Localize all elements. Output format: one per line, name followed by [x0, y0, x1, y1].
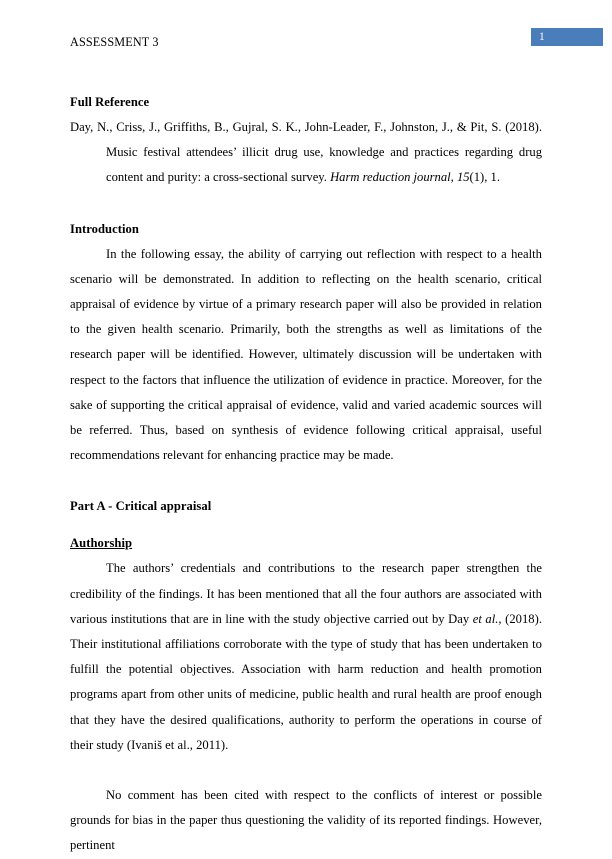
heading-introduction: Introduction — [70, 221, 139, 236]
running-header — [70, 33, 542, 51]
authorship-par1-pre: The authors’ credentials and contributions to the research paper strengthen the credibility of the findings. It has been mentioned that all the four authors are associated with various institutions that are in line with the study objective carried out by Day — [70, 561, 542, 626]
spacer — [70, 519, 542, 531]
reference-line-2: Music festival attendees’ illicit drug use, knowledge and practices regarding drug content — [106, 145, 542, 185]
reference-line-3-post: (1), 1. — [469, 170, 500, 185]
paragraph-introduction: In the following essay, the ability of carrying out reflection with respect to a health scenario will be demonstrated. In addition to reflecting on the health scenario, critical appraisal of evidence by virtue of a primary research paper will also be provided in relation to the given health scenario. Primarily, both the strengths as well as limitations of the research paper will be identified. However, ultimately discussion will be undertaken with respect to the factors that influence the utilization of evidence in practice. Moreover, for the sake of supporting the critical appraisal of evidence, valid and varied academic sources will be referred. Thus, based on synthesis of evidence following critical appraisal, useful recommendations relevant for enhancing practice may be made. — [70, 246, 542, 463]
page-number-badge — [531, 28, 603, 46]
running-header-text: ASSESSMENT 3 — [70, 35, 159, 49]
reference-journal-title: Harm reduction journal, 15 — [330, 170, 470, 185]
spacer — [70, 758, 542, 783]
paragraph-authorship-1 — [70, 556, 542, 758]
paragraph-authorship-2: No comment has been cited with respect to the conflicts of interest or possible grounds for bias in the paper thus questioning the validity of its reported findings. However, pertinent — [70, 788, 542, 853]
spacer — [70, 191, 542, 217]
spacer — [70, 468, 542, 494]
heading-part-a: Part A - Critical appraisal — [70, 499, 212, 514]
authorship-et-al: et al. — [472, 611, 499, 626]
authorship-par1-post: , (2018). Their institutional affiliations corroborate with the type of study that has been undertaken to fulfill the potential objectives. Association with harm reduction and health promotion programs apart from other units of medicine, public health and rural health are proof enough that they have the desired qualifications, authority to perform the operations in course of their study (Ivaniš et al., 2011). — [70, 611, 542, 752]
reference-line-3-pre: and purity: a cross-sectional survey. — [146, 170, 331, 185]
reference-line-1: Day, N., Criss, J., Griffiths, B., Gujral, S. K., John-Leader, F., Johnston, J., & Pit, S. (2018). — [70, 120, 542, 134]
reference-entry — [70, 115, 542, 191]
document-body — [70, 90, 542, 859]
heading-authorship: Authorship — [70, 536, 133, 551]
page-number-text: 1 — [539, 31, 545, 43]
heading-full-reference: Full Reference — [70, 95, 150, 109]
